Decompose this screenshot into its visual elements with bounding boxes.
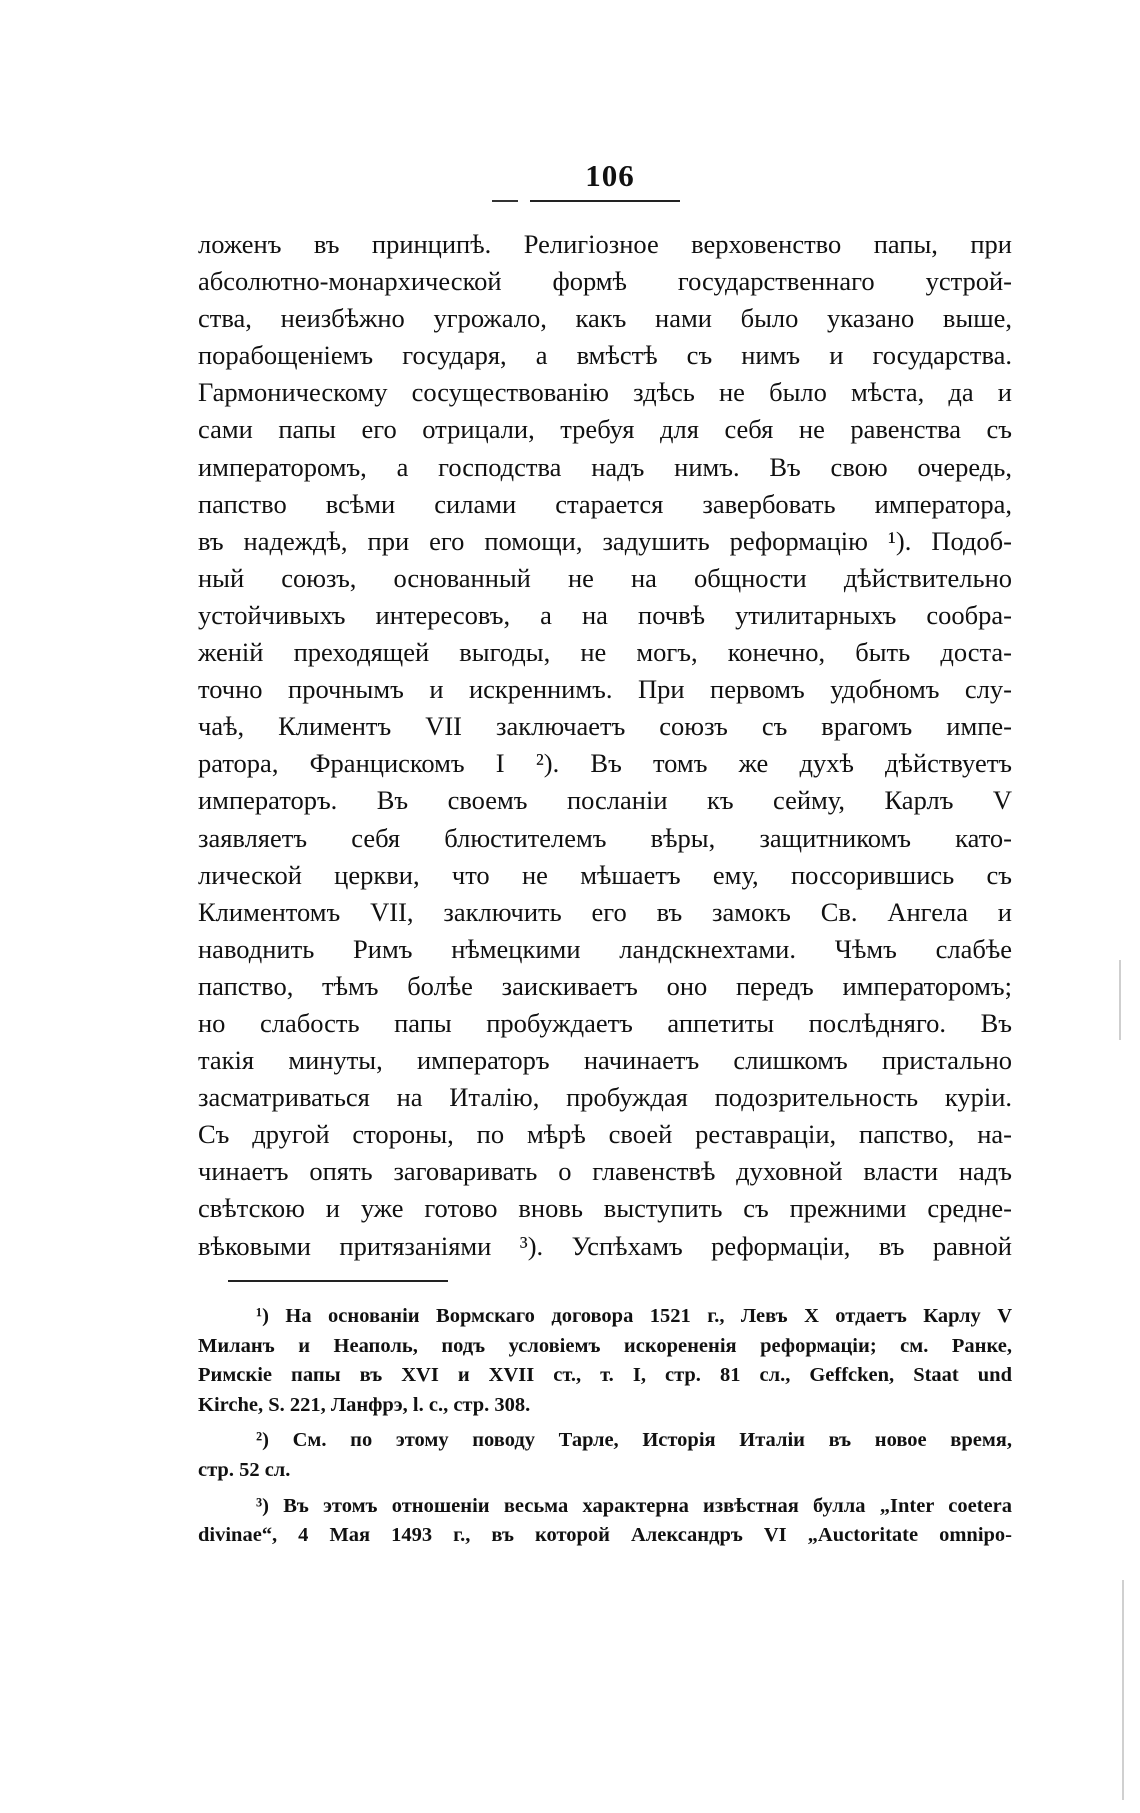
footnote-3 <box>198 1492 1012 1551</box>
text-line: точно прочнымъ и искреннимъ. При первомъ удобномъ слу- <box>198 674 1012 705</box>
footnote-line: ²) См. по этому поводу Тарле, Исторія Италіи въ новое время, <box>256 1429 1012 1452</box>
text-line: папство всѣми силами старается завербовать императора, <box>198 488 1012 519</box>
text-line: свѣтскою и уже готово вновь выступить съ прежними средне- <box>198 1193 1012 1224</box>
text-line: заявляетъ себя блюстителемъ вѣры, защитникомъ като- <box>198 822 1012 853</box>
header-rule <box>530 200 680 202</box>
text-line: но слабость папы пробуждаетъ аппетиты послѣдняго. Въ <box>198 1007 1012 1038</box>
text-line: чаѣ, Климентъ VII заключаетъ союзъ съ врагомъ импе- <box>198 711 1012 742</box>
footnote-line: стр. 52 сл. <box>198 1458 291 1481</box>
text-line: такія минуты, императоръ начинаетъ слишкомъ пристально <box>198 1045 1012 1076</box>
text-line: наводнить Римъ нѣмецкими ландскнехтами. Чѣмъ слабѣе <box>198 933 1012 964</box>
text-line: въ надеждѣ, при его помощи, задушить реформацію ¹). Подоб- <box>198 525 1012 556</box>
text-line: сами папы его отрицали, требуя для себя не равенства съ <box>198 414 1012 445</box>
text-line: устойчивыхъ интересовъ, а на почвѣ утилитарныхъ сообра- <box>198 599 1012 630</box>
text-line: Съ другой стороны, по мѣрѣ своей реставраціи, папство, на- <box>198 1119 1012 1150</box>
text-line: женій преходящей выгоды, не могъ, конечно, быть доста- <box>198 637 1012 668</box>
footnote-rule <box>198 1280 448 1282</box>
footnote-line: Миланъ и Неаполь, подъ условіемъ искорененія реформаціи; см. Ранке, <box>198 1334 1012 1357</box>
text-line: ложенъ въ принципѣ. Религіозное верховенство папы, при <box>198 229 1012 259</box>
text-line: порабощеніемъ государя, а вмѣстѣ съ нимъ и государства. <box>198 340 1012 371</box>
text-line: ства, неизбѣжно угрожало, какъ нами было указано выше, <box>198 303 1012 334</box>
text-line: чинаетъ опять заговаривать о главенствѣ духовной власти надъ <box>198 1156 1012 1187</box>
text-line: Гармоническому сосуществованію здѣсь не было мѣста, да и <box>198 377 1012 408</box>
text-line: вѣковыми притязаніями ³). Успѣхамъ реформаціи, въ равной <box>198 1230 1012 1261</box>
footnote-line: Kirche, S. 221, Ланфрэ, l. c., стр. 308. <box>198 1393 531 1416</box>
scan-artifact <box>1119 960 1121 1040</box>
text-line: ратора, Францискомъ I ²). Въ томъ же духѣ дѣйствуетъ <box>198 748 1012 779</box>
footnote-1 <box>198 1302 1012 1420</box>
footnote-2 <box>198 1426 1012 1485</box>
footnote-line: divinae“, 4 Мая 1493 г., въ которой Александръ VI „Auctoritate omnipo- <box>198 1524 1012 1547</box>
footnote-line: ³) Въ этомъ отношеніи весьма характерна извѣстная булла „Inter coetera <box>256 1494 1012 1517</box>
text-line: папство, тѣмъ болѣе заискиваетъ оно передъ императоромъ; <box>198 970 1012 1001</box>
text-line: императоръ. Въ своемъ посланіи къ сейму, Карлъ V <box>198 785 1012 816</box>
text-line: императоромъ, а господства надъ нимъ. Въ свою очередь, <box>198 451 1012 482</box>
text-line: ный союзъ, основанный не на общности дѣйствительно <box>198 562 1012 593</box>
text-line: лической церкви, что не мѣшаетъ ему, поссорившись съ <box>198 859 1012 890</box>
text-line: засматриваться на Италію, пробуждая подозрительность куріи. <box>198 1082 1012 1113</box>
footnotes <box>198 1302 1012 1551</box>
scan-artifact <box>1122 1580 1124 1800</box>
text-line: абсолютно-монархической формѣ государственнаго устрой- <box>198 266 1012 297</box>
page-number: 106 <box>585 158 635 193</box>
footnote-line: ¹) На основаніи Вормскаго договора 1521 г., Левъ X отдаетъ Карлу V <box>256 1305 1012 1327</box>
footnote-line: Римскіе папы въ XVI и XVII ст., т. I, стр. 81 сл., Geffcken, Staat und <box>198 1364 1012 1387</box>
main-text <box>198 226 1012 1265</box>
text-line: Климентомъ VII, заключить его въ замокъ Св. Ангела и <box>198 896 1012 927</box>
